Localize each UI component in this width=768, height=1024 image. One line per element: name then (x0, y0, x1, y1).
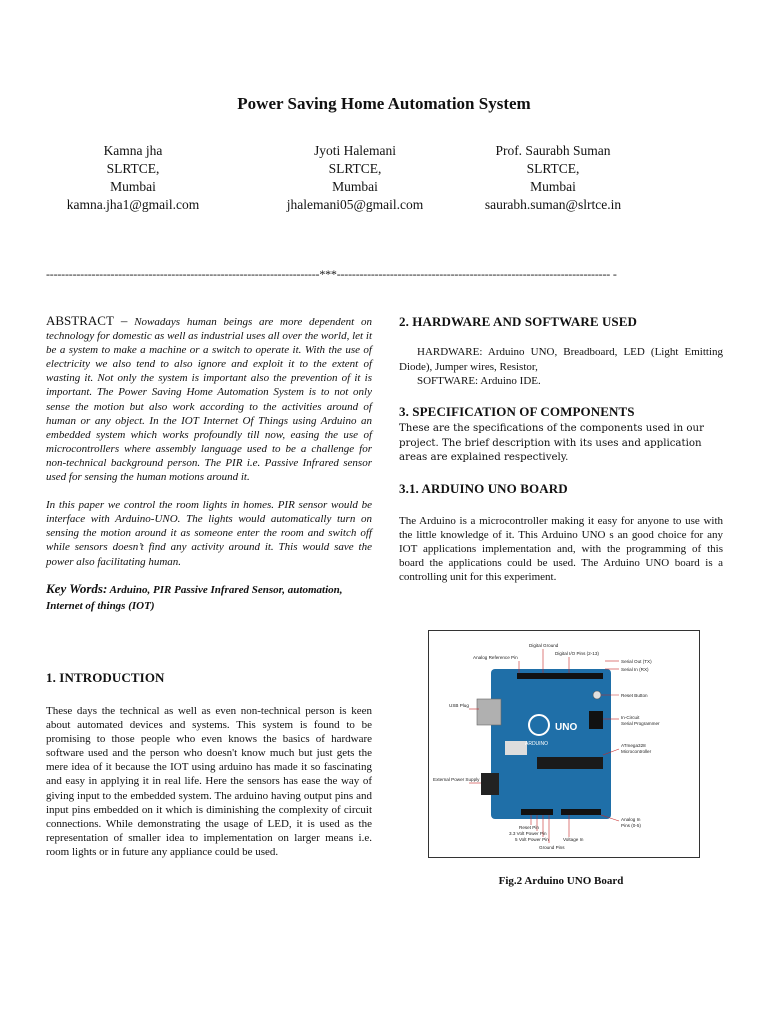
author-affiliation: SLRTCE, (106, 161, 160, 176)
label-reset-button: Reset Button (621, 693, 648, 698)
board-brand-text: ARDUINO (525, 741, 549, 747)
label-voltage-in: Voltage In (563, 837, 584, 842)
label-serial-out: Serial Out (TX) (621, 659, 652, 664)
arduino-uno-figure (428, 630, 700, 858)
digital-header (517, 673, 603, 679)
keywords-text: Arduino, PIR Passive Infrared Sensor, automation, Internet of things (IOT) (46, 583, 343, 612)
author-name: Kamna jha (103, 143, 163, 158)
label-icsp-2: Serial Programmer (621, 721, 660, 726)
label-5v-pin: 5 Volt Power Pin (515, 837, 549, 842)
label-atmega-2: Microcontroller (621, 749, 652, 754)
arduino-board-diagram (429, 631, 699, 857)
icsp-header (589, 711, 603, 729)
author-block-3 (468, 142, 638, 214)
author-affiliation: SLRTCE, (526, 161, 580, 176)
capacitor (505, 741, 527, 755)
hardware-software-text (399, 345, 723, 389)
keywords (46, 581, 372, 614)
analog-header (561, 809, 601, 815)
abstract (46, 314, 372, 484)
author-city: Mumbai (530, 179, 576, 194)
arduino-uno-heading: 3.1. ARDUINO UNO BOARD (399, 481, 568, 496)
left-column (46, 314, 372, 614)
author-block-2 (270, 142, 440, 214)
abstract-text-2: In this paper we control the room lights in homes. PIR sensor would be interface with Arduino-UNO. The lights would automatically turn on sensing the motion around it as someone enter the room and switch off while sensors doesn’t find any activity around it. This would save the power also facilitating human. (46, 499, 372, 568)
paper-title: Power Saving Home Automation System (237, 94, 531, 113)
label-external-power: External Power Supply (433, 777, 480, 782)
usb-port (477, 699, 501, 725)
label-analog-in: Analog In (621, 817, 641, 822)
author-city: Mumbai (110, 179, 156, 194)
abstract-text: Nowadays human beings are more dependent on technology for domestic as well as industrial uses all over the world, let it be a system to make a machine or a switch to operate it. With the use of electricity we also tend to also ignore and exploit it to the extent of wasting it. Not only the system is important also the prevention of it is important. The Power Saving Home Automation System is to not only sense the motion but also work according to the activities around of human or any object. In the IOT Internet Of Things using Arduino an embedded system which works profoundly till now, easing the use of microcontrollers where assembly language used to be a challenge for non-technical background person. The PIR i.e. Passive Infrared sensor used for sensing the human motions around it. (46, 316, 372, 484)
label-atmega: ATmega328 (621, 743, 646, 748)
reset-button (593, 691, 601, 699)
section-divider: ------------------------------------------------------------------------***------------------------------------------------------------------------ - (46, 267, 617, 281)
atmega-chip (537, 757, 603, 769)
power-jack (481, 773, 499, 795)
label-3v3-pin: 3.3 Volt Power Pin (509, 831, 547, 836)
keywords-heading: Key Words: (46, 580, 108, 596)
author-block-1 (48, 142, 218, 214)
label-analog-in-2: Pins (0-5) (621, 823, 641, 828)
software-text: SOFTWARE: Arduino IDE. (417, 375, 541, 387)
specification-text: These are the specifications of the components used in our project. The brief description with its uses and application areas are explained respectively. (399, 423, 704, 463)
author-email: kamna.jha1@gmail.com (66, 197, 200, 212)
label-icsp: In-Circuit (621, 715, 640, 720)
label-digital-io: Digital I/O Pins (2-13) (555, 651, 599, 656)
specification-heading: 3. SPECIFICATION OF COMPONENTS (399, 404, 635, 419)
label-usb-plug: USB Plug (449, 703, 469, 708)
label-serial-in: Serial In (RX) (621, 667, 649, 672)
figure-caption: Fig.2 Arduino UNO Board (498, 875, 624, 887)
abstract-heading: ABSTRACT – (46, 313, 128, 328)
label-analog-reference: Analog Reference Pin (473, 655, 518, 660)
author-affiliation: SLRTCE, (328, 161, 382, 176)
label-ground-pins: Ground Pins (539, 845, 565, 850)
author-city: Mumbai (332, 179, 378, 194)
hardware-text: HARDWARE: Arduino UNO, Breadboard, LED (Light Emitting Diode), Jumper wires, Resistor, (399, 346, 723, 373)
author-name: Jyoti Halemani (313, 143, 397, 158)
intro-text: These days the technical as well as even non-technical person is keen about automated devices and systems. This system is found to be promising to those people who even knows the basics of hardware software used and the person who doesn't know much but just gets the mere idea of it because the IOT using arduino has made it so fascinating and easy in applying it in real life. Here the sensors has ease the way of giving input to the embedded system. The arduino having output pins and input pins embedded on it which is diminishing the complexity of circuit connections. While demonstrating the usage of LED, it is used as the representation of smaller idea to implementation on larger means i.e. room lights or in future any appliance could be used. (46, 705, 372, 858)
author-email: jhalemani05@gmail.com (286, 197, 424, 212)
intro-heading: 1. INTRODUCTION (46, 670, 165, 685)
hardware-software-heading: 2. HARDWARE AND SOFTWARE USED (399, 314, 638, 329)
arduino-uno-text: The Arduino is a microcontroller making it easy for anyone to use with the little knowledge of it. This Arduino UNO s an good choice for any IOT applications implementation and, with the programming of this board the applications could be used. The Arduino UNO board is a controlling unit for this experiment. (399, 515, 723, 584)
author-name: Prof. Saurabh Suman (495, 143, 611, 158)
board-uno-text: UNO (555, 722, 578, 733)
author-email: saurabh.suman@slrtce.in (484, 197, 622, 212)
label-digital-ground: Digital Ground (529, 643, 559, 648)
power-header (521, 809, 553, 815)
label-reset-pin: Reset Pin (519, 825, 539, 830)
